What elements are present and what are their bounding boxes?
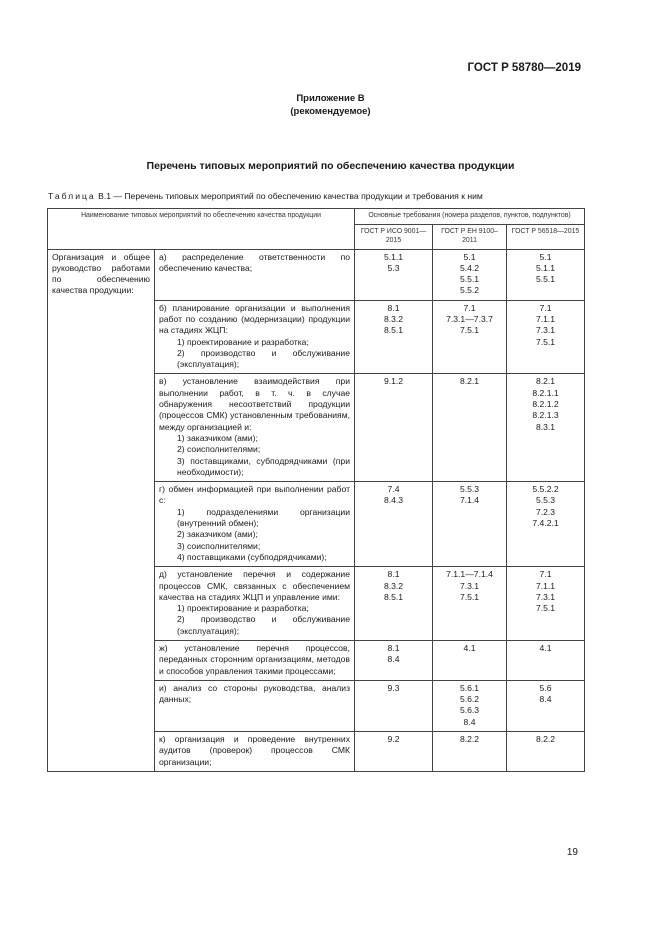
en-9100-clauses-cell [433, 641, 507, 681]
table-row [48, 249, 585, 300]
header-activity-name: Наименование типовых мероприятий по обеспечению качества продукции [48, 209, 355, 250]
header-requirements: Основные требования (номера разделов, пунктов, подпунктов) [355, 209, 585, 225]
clause-number: 4.1 [463, 643, 476, 653]
clause-number: 7.5.1 [535, 603, 556, 614]
clause-number: 5.5.1 [535, 274, 556, 285]
clause-number: 8.2.1.3 [532, 410, 559, 421]
clause-number: 8.2.1 [459, 376, 480, 387]
activity-item-text: и) анализ со стороны руководства, анализ данных; [159, 682, 351, 705]
clause-number: 5.1.1 [383, 251, 404, 262]
activity-description-cell [155, 680, 355, 731]
iso-9001-clauses-cell [355, 300, 433, 374]
clause-number: 8.2.2 [459, 734, 480, 745]
iso-9001-clauses-cell [355, 482, 433, 567]
gost-56518-clauses-cell [507, 482, 585, 567]
gost-56518-clauses-cell [507, 680, 585, 731]
clause-number: 5.1.1 [535, 262, 556, 273]
clause-number: 7.1.1—7.1.4 [446, 569, 493, 580]
iso-9001-clauses-cell [355, 641, 433, 681]
header-standard-56518: ГОСТ Р 56518—2015 [507, 224, 585, 249]
table-caption-text: В.1 — Перечень типовых мероприятий по обеспечению качества продукции и требования к ним [98, 191, 483, 201]
gost-56518-clauses-cell [507, 374, 585, 482]
clause-number: 7.1 [539, 569, 552, 580]
gost-56518-clauses-cell [507, 732, 585, 772]
clause-number: 5.5.3 [535, 495, 556, 506]
clause-number: 5.1 [539, 251, 552, 262]
activity-subitem: 2) соисполнителями; [177, 444, 261, 455]
clause-number: 7.1.1 [535, 580, 556, 591]
clause-number: 7.3.1—7.3.7 [446, 313, 493, 324]
gost-56518-clauses-cell [507, 249, 585, 300]
clause-number: 5.3 [387, 262, 400, 273]
header-standard-iso-9001: ГОСТ Р ИСО 9001—2015 [355, 224, 433, 249]
gost-56518-clauses-cell [507, 300, 585, 374]
activity-subitem: 1) проектирование и разработка; [177, 336, 309, 347]
clause-number: 5.6.2 [459, 694, 480, 705]
clause-number: 5.5.2 [459, 285, 480, 296]
clause-number: 8.3.2 [383, 313, 404, 324]
en-9100-clauses-cell [433, 300, 507, 374]
clause-number: 5.6.3 [459, 705, 480, 716]
clause-number: 8.2.1.2 [532, 399, 559, 410]
table-header-row [48, 209, 585, 225]
clause-number: 7.1 [539, 302, 552, 313]
activity-group-cell: Организация и общее руководство работами по обеспечению качества продукции: [48, 249, 155, 771]
activity-item-text: г) обмен информацией при выполнении работ с: [159, 484, 351, 506]
requirements-table [47, 208, 585, 772]
activity-subitem: 2) производство и обслуживание (эксплуатация); [177, 614, 351, 636]
clause-number: 7.2.3 [535, 506, 556, 517]
en-9100-clauses-cell [433, 732, 507, 772]
clause-number: 8.4 [387, 654, 400, 665]
clause-number: 8.1 [387, 569, 400, 580]
iso-9001-clauses-cell [355, 374, 433, 482]
clause-number: 5.5.2.2 [532, 484, 559, 495]
activity-subitem: 1) подразделениями организации (внутренний обмен); [177, 506, 351, 529]
en-9100-clauses-cell [433, 482, 507, 567]
activity-item-text: ж) установление перечня процессов, переданных сторонним организациям, методов и способов управления такими процессами; [159, 643, 351, 676]
clause-number: 9.3 [387, 682, 400, 693]
activity-subitem: 3) соисполнителями; [177, 540, 261, 551]
iso-9001-clauses-cell [355, 567, 433, 641]
clause-number: 5.6.1 [459, 682, 480, 693]
clause-number: 8.5.1 [383, 591, 404, 602]
activity-subitem: 4) поставщиками (субподрядчиками); [177, 551, 327, 562]
clause-number: 8.3.2 [383, 580, 404, 591]
activity-item-text: в) установление взаимодействия при выполнении работ, в т. ч. в случае обнаружения несоответствий продукции (процессов СМК) установленным требованиям, между организацией и: [159, 376, 351, 432]
activity-item-text: б) планирование организации и выполнения работ по созданию (модернизации) продукции на стадиях ЖЦП: [159, 302, 351, 336]
activity-description-cell [155, 249, 355, 300]
clause-number: 7.3.1 [535, 325, 556, 336]
en-9100-clauses-cell [433, 249, 507, 300]
clause-number: 7.5.1 [459, 325, 480, 336]
clause-number: 8.2.2 [535, 734, 556, 745]
appendix-subtitle: (рекомендуемое) [290, 106, 371, 117]
iso-9001-clauses-cell [355, 249, 433, 300]
table-caption-prefix: Таблица [48, 191, 96, 201]
clause-number: 8.4.3 [383, 495, 404, 506]
clause-number: 7.1.4 [459, 495, 480, 506]
activity-subitem: 2) заказчиком (ами); [177, 529, 258, 540]
clause-number: 7.4.2.1 [532, 518, 559, 529]
clause-number: 7.3.1 [459, 580, 480, 591]
clause-number: 5.6 [539, 682, 552, 693]
appendix-title: Приложение В [296, 93, 365, 104]
clause-number: 9.1.2 [383, 376, 404, 387]
iso-9001-clauses-cell [355, 680, 433, 731]
clause-number: 7.1 [463, 302, 476, 313]
page-number: 19 [566, 847, 578, 858]
gost-56518-clauses-cell [507, 641, 585, 681]
clause-number: 8.2.1 [535, 376, 556, 387]
activity-subitem: 1) проектирование и разработка; [177, 603, 309, 614]
activity-item-text: а) распределение ответственности по обеспечению качества; [159, 251, 351, 273]
section-title: Перечень типовых мероприятий по обеспечению качества продукции [146, 160, 515, 172]
clause-number: 8.4 [539, 694, 552, 705]
clause-number: 7.3.1 [535, 591, 556, 602]
header-standard-en-9100: ГОСТ Р ЕН 9100–2011 [433, 224, 507, 249]
activity-subitem: 1) заказчиком (ами); [177, 432, 258, 443]
gost-56518-clauses-cell [507, 567, 585, 641]
clause-number: 4.1 [539, 643, 552, 653]
clause-number: 8.1 [387, 302, 400, 313]
clause-number: 5.5.3 [459, 484, 480, 495]
iso-9001-clauses-cell [355, 732, 433, 772]
table-caption [48, 191, 483, 201]
clause-number: 7.5.1 [459, 591, 480, 602]
appendix-heading [0, 92, 661, 118]
en-9100-clauses-cell [433, 680, 507, 731]
clause-number: 5.4.2 [459, 262, 480, 273]
clause-number: 5.5.1 [459, 274, 480, 285]
activity-description-cell [155, 374, 355, 482]
clause-number: 7.1.1 [535, 313, 556, 324]
clause-number: 8.3.1 [535, 421, 556, 432]
clause-number: 8.5.1 [383, 325, 404, 336]
clause-number: 7.4 [387, 484, 400, 495]
clause-number: 7.5.1 [535, 336, 556, 347]
activity-subitem: 2) производство и обслуживание (эксплуатация); [177, 347, 351, 370]
activity-description-cell [155, 641, 355, 681]
activity-subitem: 3) поставщиками, субподрядчиками (при необходимости); [177, 455, 351, 477]
activity-description-cell [155, 732, 355, 772]
clause-number: 8.2.1.1 [532, 387, 559, 398]
activity-item-text: к) организация и проведение внутренних аудитов (проверок) процессов СМК организации; [159, 734, 351, 767]
clause-number: 8.1 [387, 643, 400, 653]
clause-number: 5.1 [463, 251, 476, 262]
activity-item-text: д) установление перечня и содержание процессов СМК, связанных с обеспечением качества на стадиях ЖЦП и управление ими: [159, 569, 351, 602]
clause-number: 9.2 [387, 734, 400, 745]
en-9100-clauses-cell [433, 567, 507, 641]
document-code: ГОСТ Р 58780—2019 [467, 62, 581, 74]
en-9100-clauses-cell [433, 374, 507, 482]
activity-description-cell [155, 300, 355, 374]
activity-description-cell [155, 567, 355, 641]
activity-description-cell [155, 482, 355, 567]
clause-number: 8.4 [463, 716, 476, 727]
